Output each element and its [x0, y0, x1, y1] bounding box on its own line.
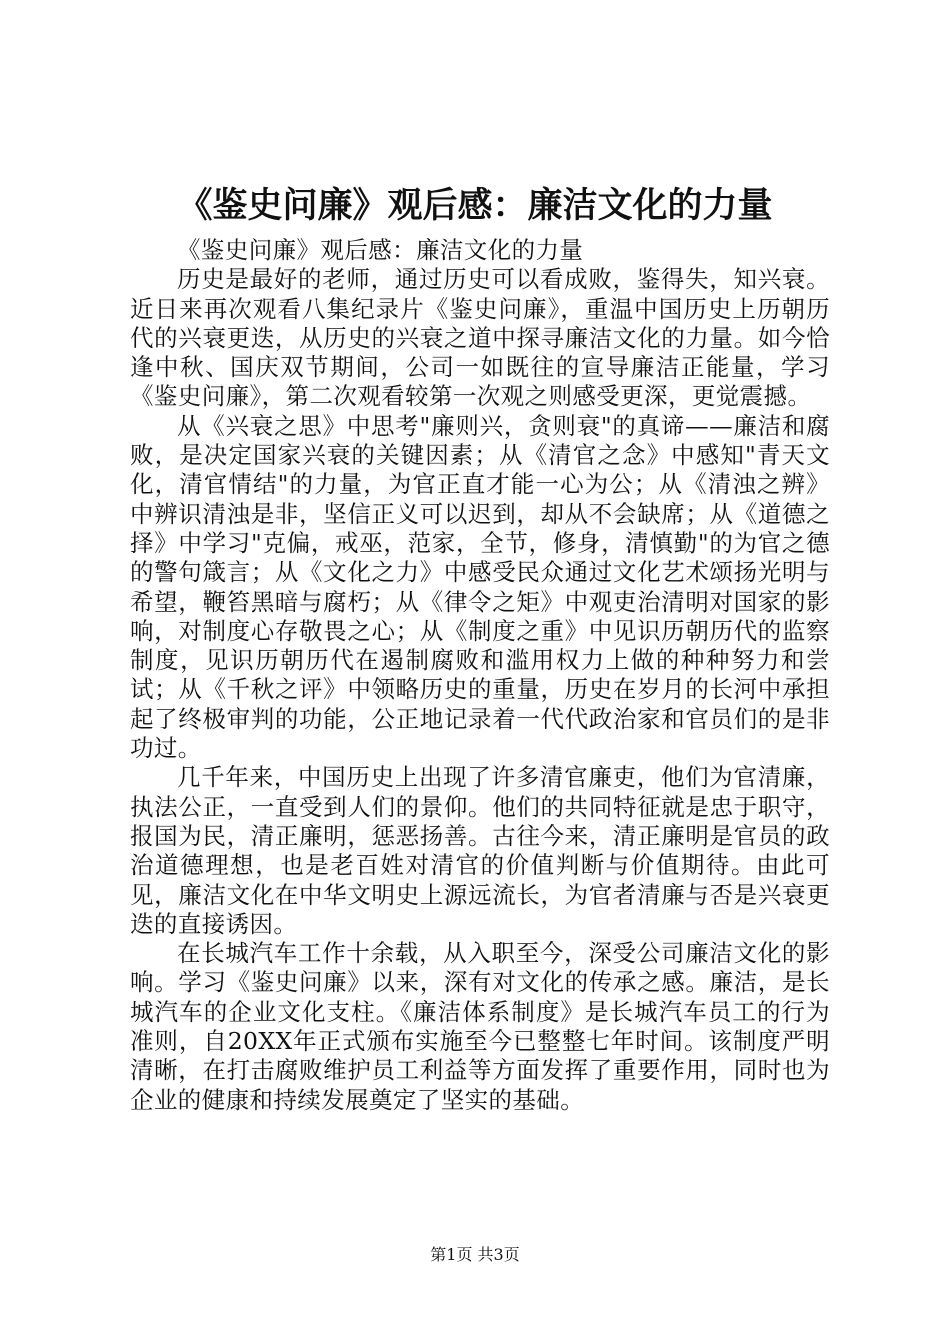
- paragraph-episodes: 从《兴衰之思》中思考"廉则兴，贪则衰"的真谛——廉洁和腐败，是决定国家兴衰的关键因素；从《清官之念》中感知"青天文化，清官情结"的力量，为官正直才能一心为公；从《清浊之辨》中辨识清浊是非，坚信正义可以迟到，却从不会缺席；从《道德之择》中学习"克偏，戒巫，范家，全节，修身，清慎勤"的为官之德的警句箴言；从《文化之力》中感受民众通过文化艺术颂扬光明与希望，鞭笞黑暗与腐朽；从《律令之矩》中观吏治清明对国家的影响，对制度心存敬畏之心；从《制度之重》中见识历朝历代的监察制度，见识历朝历代在遏制腐败和滥用权力上做的种种努力和尝试；从《千秋之评》中领略历史的重量，历史在岁月的长河中承担起了终极审判的功能，公正地记录着一代代政治家和官员们的是非功过。: [130, 411, 830, 763]
- page-footer: 第1页 共3页: [430, 1245, 520, 1264]
- paragraph-subtitle: 《鉴史问廉》观后感：廉洁文化的力量: [177, 236, 584, 264]
- paragraph-great-wall-motors: 在长城汽车工作十余载，从入职至今，深受公司廉洁文化的影响。学习《鉴史问廉》以来，深有对文化的传承之感。廉洁，是长城汽车的企业文化支柱。《廉洁体系制度》是长城汽车员工的行为准则，自20XX年正式颁布实施至今已整整七年时间。该制度严明清晰，在打击腐败维护员工利益等方面发挥了重要作用，同时也为企业的健康和持续发展奠定了坚实的基础。: [130, 939, 830, 1114]
- paragraph-honest-officials: 几千年来，中国历史上出现了许多清官廉吏，他们为官清廉，执法公正，一直受到人们的景仰。他们的共同特征就是忠于职守，报国为民，清正廉明，惩恶扬善。古往今来，清正廉明是官员的政治道德理想，也是老百姓对清官的价值判断与价值期待。由此可见，廉洁文化在中华文明史上源远流长，为官者清廉与否是兴衰更迭的直接诱因。: [130, 763, 830, 938]
- document-body: [130, 236, 830, 1115]
- paragraph-intro: 历史是最好的老师，通过历史可以看成败，鉴得失，知兴衰。近日来再次观看八集纪录片《鉴史问廉》，重温中国历史上历朝历代的兴衰更迭，从历史的兴衰之道中探寻廉洁文化的力量。如今恰逢中秋、国庆双节期间，公司一如既往的宣导廉洁正能量，学习《鉴史问廉》，第二次观看较第一次观之则感受更深，更觉震撼。: [130, 265, 830, 411]
- document-title: 《鉴史问廉》观后感：廉洁文化的力量: [177, 185, 773, 226]
